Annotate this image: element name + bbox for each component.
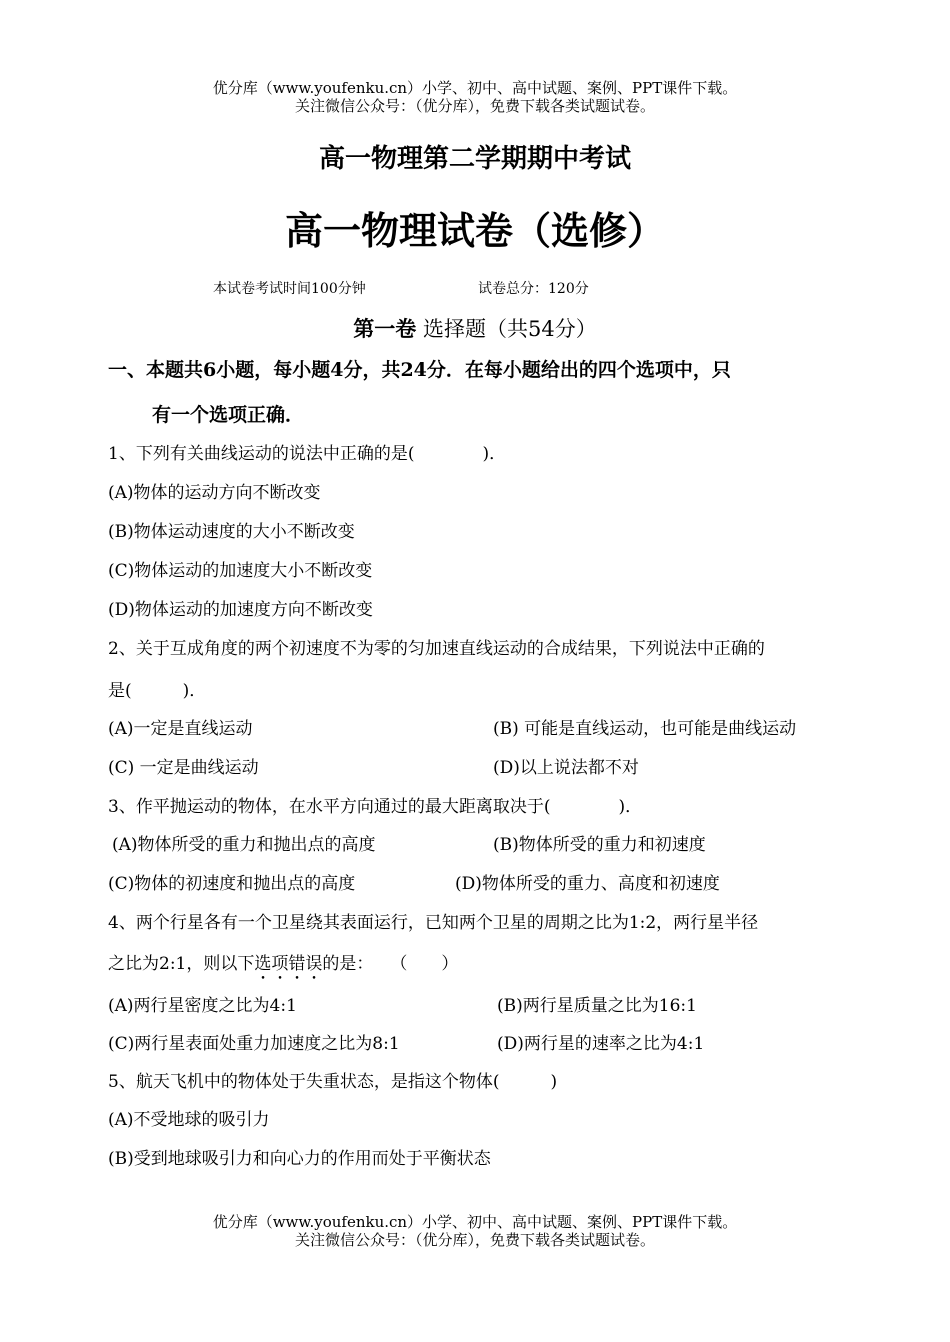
q4-stem-part-b: 的是： （ ）	[322, 954, 459, 974]
q5-option-a: (A)不受地球的吸引力	[108, 1110, 270, 1130]
volume-label: 第一卷	[353, 316, 417, 341]
header-line-1: 优分库（www.youfenku.cn）小学、初中、高中试题、案例、PPT课件下载。	[212, 79, 738, 97]
exam-title: 高一物理第二学期期中考试	[318, 144, 631, 174]
q1-option-c: (C)物体运动的加速度大小不断改变	[108, 561, 373, 581]
section-instruction-1: 一、本题共6小题，每小题4分，共24分．在每小题给出的四个选项中，只	[108, 359, 731, 381]
q3-option-a: (A)物体所受的重力和抛出点的高度	[112, 835, 376, 855]
question-3-stem: 3、作平抛运动的物体，在水平方向通过的最大距离取决于( )．	[108, 797, 643, 817]
q4-option-c: (C)两行星表面处重力加速度之比为8:1	[108, 1034, 400, 1054]
q2-option-d: (D)以上说法都不对	[493, 758, 639, 778]
exam-time: 本试卷考试时间100分钟	[213, 281, 366, 297]
q4-option-d: (D)两行星的速率之比为4:1	[497, 1034, 705, 1054]
footer-line-1: 优分库（www.youfenku.cn）小学、初中、高中试题、案例、PPT课件下载。	[212, 1213, 738, 1231]
q2-option-b: (B) 可能是直线运动，也可能是曲线运动	[493, 719, 797, 739]
question-2-stem-2: 是( )．	[108, 681, 207, 701]
q1-option-b: (B)物体运动速度的大小不断改变	[108, 522, 355, 542]
question-5-stem: 5、航天飞机中的物体处于失重状态，是指这个物体( )	[108, 1072, 558, 1092]
q4-stem-part-a: 之比为2:1，则以下	[108, 954, 255, 974]
volume-heading	[0, 313, 950, 343]
q2-option-c: (C) 一定是曲线运动	[108, 758, 259, 778]
total-score: 试卷总分：120分	[478, 281, 589, 297]
q4-emphasis: 选项错误	[254, 954, 323, 974]
footer-line-2: 关注微信公众号：（优分库），免费下载各类试题试卷。	[294, 1231, 655, 1249]
header-line-2: 关注微信公众号：（优分库），免费下载各类试题试卷。	[294, 97, 655, 115]
q1-option-d: (D)物体运动的加速度方向不断改变	[108, 600, 373, 620]
question-4-stem-2	[108, 949, 458, 984]
q2-option-a: (A)一定是直线运动	[108, 719, 253, 739]
section-instruction-2: 有一个选项正确．	[152, 404, 305, 426]
q1-option-a: (A)物体的运动方向不断改变	[108, 483, 321, 503]
question-1-stem: 1、下列有关曲线运动的说法中正确的是( )．	[108, 444, 507, 464]
q5-option-b: (B)受到地球吸引力和向心力的作用而处于平衡状态	[108, 1149, 491, 1169]
paper-title: 高一物理试卷（选修）	[284, 208, 665, 253]
question-4-stem-1: 4、两个行星各有一个卫星绕其表面运行，已知两个卫星的周期之比为1:2，两行星半径	[108, 913, 759, 933]
question-2-stem-1: 2、关于互成角度的两个初速度不为零的匀加速直线运动的合成结果，下列说法中正确的	[108, 639, 765, 659]
q4-option-a: (A)两行星密度之比为4:1	[108, 996, 297, 1016]
q4-option-b: (B)两行星质量之比为16:1	[497, 996, 697, 1016]
q3-option-b: (B)物体所受的重力和初速度	[493, 835, 706, 855]
q3-option-c: (C)物体的初速度和抛出点的高度	[108, 874, 356, 894]
q3-option-d: (D)物体所受的重力、高度和初速度	[455, 874, 720, 894]
volume-text: 选择题（共54分）	[416, 317, 597, 341]
